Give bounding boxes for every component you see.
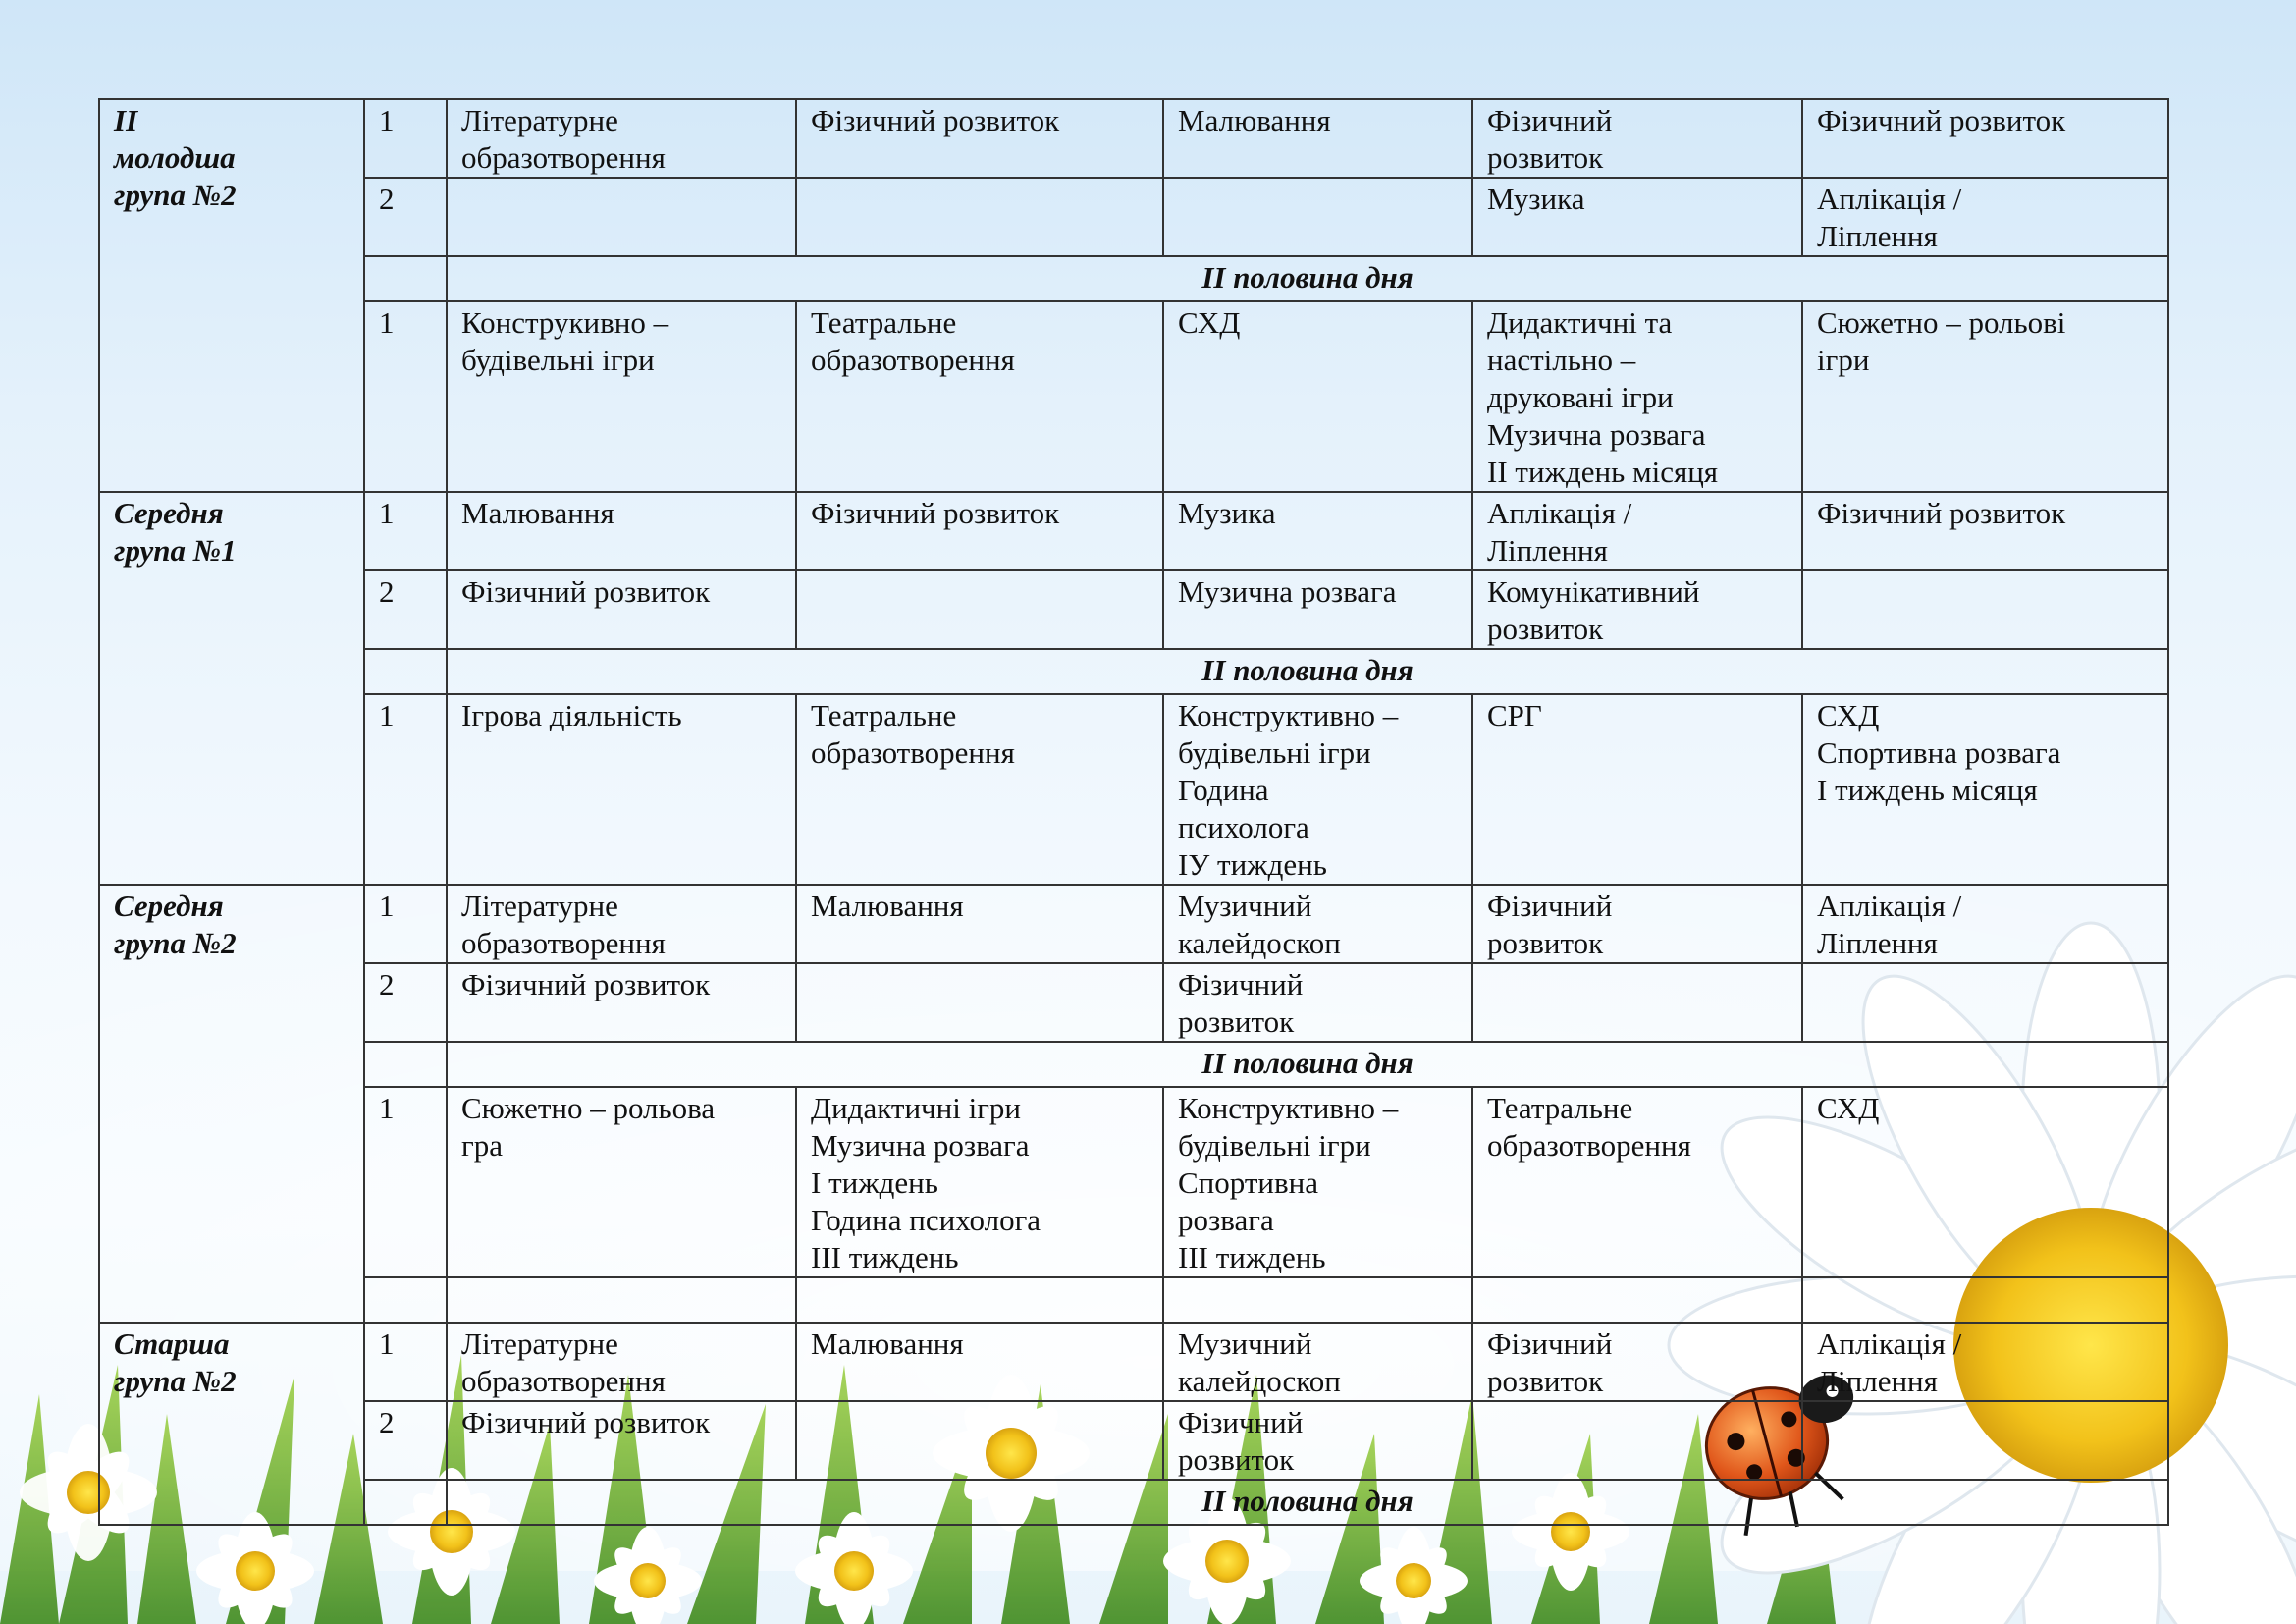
schedule-cell: Малювання — [796, 1323, 1163, 1401]
lesson-number: 2 — [364, 1401, 447, 1480]
table-row — [99, 694, 2168, 885]
schedule-cell: Дидактичні ігри Музична розвага І тиждень Година психолога ІІІ тиждень — [796, 1087, 1163, 1277]
schedule-cell — [796, 1401, 1163, 1480]
empty-cell — [796, 1277, 1163, 1323]
group-name-cell: Старша група №2 — [99, 1323, 364, 1525]
empty-row — [99, 1277, 2168, 1323]
schedule-cell: Літературне образотворення — [447, 1323, 796, 1401]
schedule-cell — [1802, 570, 2168, 649]
schedule-cell: Музична розвага — [1163, 570, 1472, 649]
table-row — [99, 1323, 2168, 1401]
schedule-cell: Аплікація / Ліплення — [1472, 492, 1802, 570]
table-row — [99, 963, 2168, 1042]
schedule-cell: Фізичний розвиток — [1472, 1323, 1802, 1401]
schedule-table — [98, 98, 2169, 1526]
lesson-number: 1 — [364, 885, 447, 963]
schedule-cell: Ігрова діяльність — [447, 694, 796, 885]
schedule-cell: СРГ — [1472, 694, 1802, 885]
schedule-cell: Дидактичні та настільно – друковані ігри Музична розвага ІІ тиждень місяця — [1472, 301, 1802, 492]
group-name-cell: Середня група №2 — [99, 885, 364, 1323]
schedule-cell: Фізичний розвиток — [447, 1401, 796, 1480]
lesson-number: 1 — [364, 301, 447, 492]
schedule-cell: СХД Спортивна розвага І тиждень місяця — [1802, 694, 2168, 885]
schedule-cell: Фізичний розвиток — [796, 492, 1163, 570]
group-name-cell: ІІ молодша група №2 — [99, 99, 364, 492]
lesson-number: 2 — [364, 570, 447, 649]
schedule-cell — [796, 963, 1163, 1042]
schedule-cell: Фізичний розвиток — [1802, 99, 2168, 178]
schedule-cell: Комунікативний розвиток — [1472, 570, 1802, 649]
empty-cell — [364, 1277, 447, 1323]
empty-cell — [1472, 1277, 1802, 1323]
empty-cell — [364, 649, 447, 694]
table-row — [99, 99, 2168, 178]
schedule-cell: СХД — [1802, 1087, 2168, 1277]
schedule-cell: Конструкивно – будівельні ігри — [447, 301, 796, 492]
schedule-cell: Музичний калейдоскоп — [1163, 885, 1472, 963]
group-name-cell: Середня група №1 — [99, 492, 364, 885]
schedule-cell: Аплікація / Ліплення — [1802, 178, 2168, 256]
table-row — [99, 1087, 2168, 1277]
schedule-cell — [1472, 963, 1802, 1042]
schedule-cell — [796, 570, 1163, 649]
schedule-cell: Конструктивно – будівельні ігри Спортивна розвага ІІІ тиждень — [1163, 1087, 1472, 1277]
schedule-cell — [1472, 1401, 1802, 1480]
empty-cell — [364, 256, 447, 301]
table-row — [99, 1401, 2168, 1480]
lesson-number: 1 — [364, 99, 447, 178]
schedule-cell: Театральне образотворення — [1472, 1087, 1802, 1277]
schedule-cell: Музика — [1472, 178, 1802, 256]
schedule-cell — [1163, 178, 1472, 256]
half-day-row — [99, 1042, 2168, 1087]
schedule-cell — [1802, 963, 2168, 1042]
schedule-cell: Конструктивно – будівельні ігри Година психолога ІУ тиждень — [1163, 694, 1472, 885]
half-day-row — [99, 1480, 2168, 1525]
schedule-cell — [447, 178, 796, 256]
half-day-label: ІІ половина дня — [447, 1480, 2168, 1525]
table-row — [99, 570, 2168, 649]
half-day-label: ІІ половина дня — [447, 256, 2168, 301]
schedule-cell: Музичний калейдоскоп — [1163, 1323, 1472, 1401]
lesson-number: 1 — [364, 492, 447, 570]
table-row — [99, 885, 2168, 963]
half-day-row — [99, 256, 2168, 301]
lesson-number: 2 — [364, 178, 447, 256]
table-row — [99, 492, 2168, 570]
schedule-cell — [796, 178, 1163, 256]
schedule-cell: Фізичний розвиток — [796, 99, 1163, 178]
schedule-cell: Сюжетно – рольова гра — [447, 1087, 796, 1277]
empty-cell — [1802, 1277, 2168, 1323]
schedule-cell: Малювання — [796, 885, 1163, 963]
schedule-cell: Аплікація / Ліплення — [1802, 885, 2168, 963]
schedule-cell: Фізичний розвиток — [1472, 885, 1802, 963]
schedule-cell: Музика — [1163, 492, 1472, 570]
half-day-label: ІІ половина дня — [447, 649, 2168, 694]
schedule-cell: Аплікація / Ліплення — [1802, 1323, 2168, 1401]
schedule-cell: Фізичний розвиток — [447, 570, 796, 649]
schedule-cell: Фізичний розвиток — [1163, 963, 1472, 1042]
lesson-number: 1 — [364, 694, 447, 885]
schedule-cell: Сюжетно – рольові ігри — [1802, 301, 2168, 492]
schedule-cell: Фізичний розвиток — [1472, 99, 1802, 178]
half-day-row — [99, 649, 2168, 694]
schedule-cell: Малювання — [1163, 99, 1472, 178]
empty-cell — [447, 1277, 796, 1323]
schedule-cell — [1802, 1401, 2168, 1480]
schedule-cell: Фізичний розвиток — [1163, 1401, 1472, 1480]
empty-cell — [1163, 1277, 1472, 1323]
schedule-cell: Фізичний розвиток — [1802, 492, 2168, 570]
schedule-cell: Літературне образотворення — [447, 99, 796, 178]
lesson-number: 1 — [364, 1323, 447, 1401]
schedule-cell: Літературне образотворення — [447, 885, 796, 963]
lesson-number: 1 — [364, 1087, 447, 1277]
schedule-cell: Фізичний розвиток — [447, 963, 796, 1042]
schedule-cell: Малювання — [447, 492, 796, 570]
table-row — [99, 178, 2168, 256]
schedule-cell: Театральне образотворення — [796, 694, 1163, 885]
lesson-number: 2 — [364, 963, 447, 1042]
empty-cell — [364, 1042, 447, 1087]
table-row — [99, 301, 2168, 492]
schedule-cell: СХД — [1163, 301, 1472, 492]
empty-cell — [364, 1480, 447, 1525]
half-day-label: ІІ половина дня — [447, 1042, 2168, 1087]
schedule-cell: Театральне образотворення — [796, 301, 1163, 492]
